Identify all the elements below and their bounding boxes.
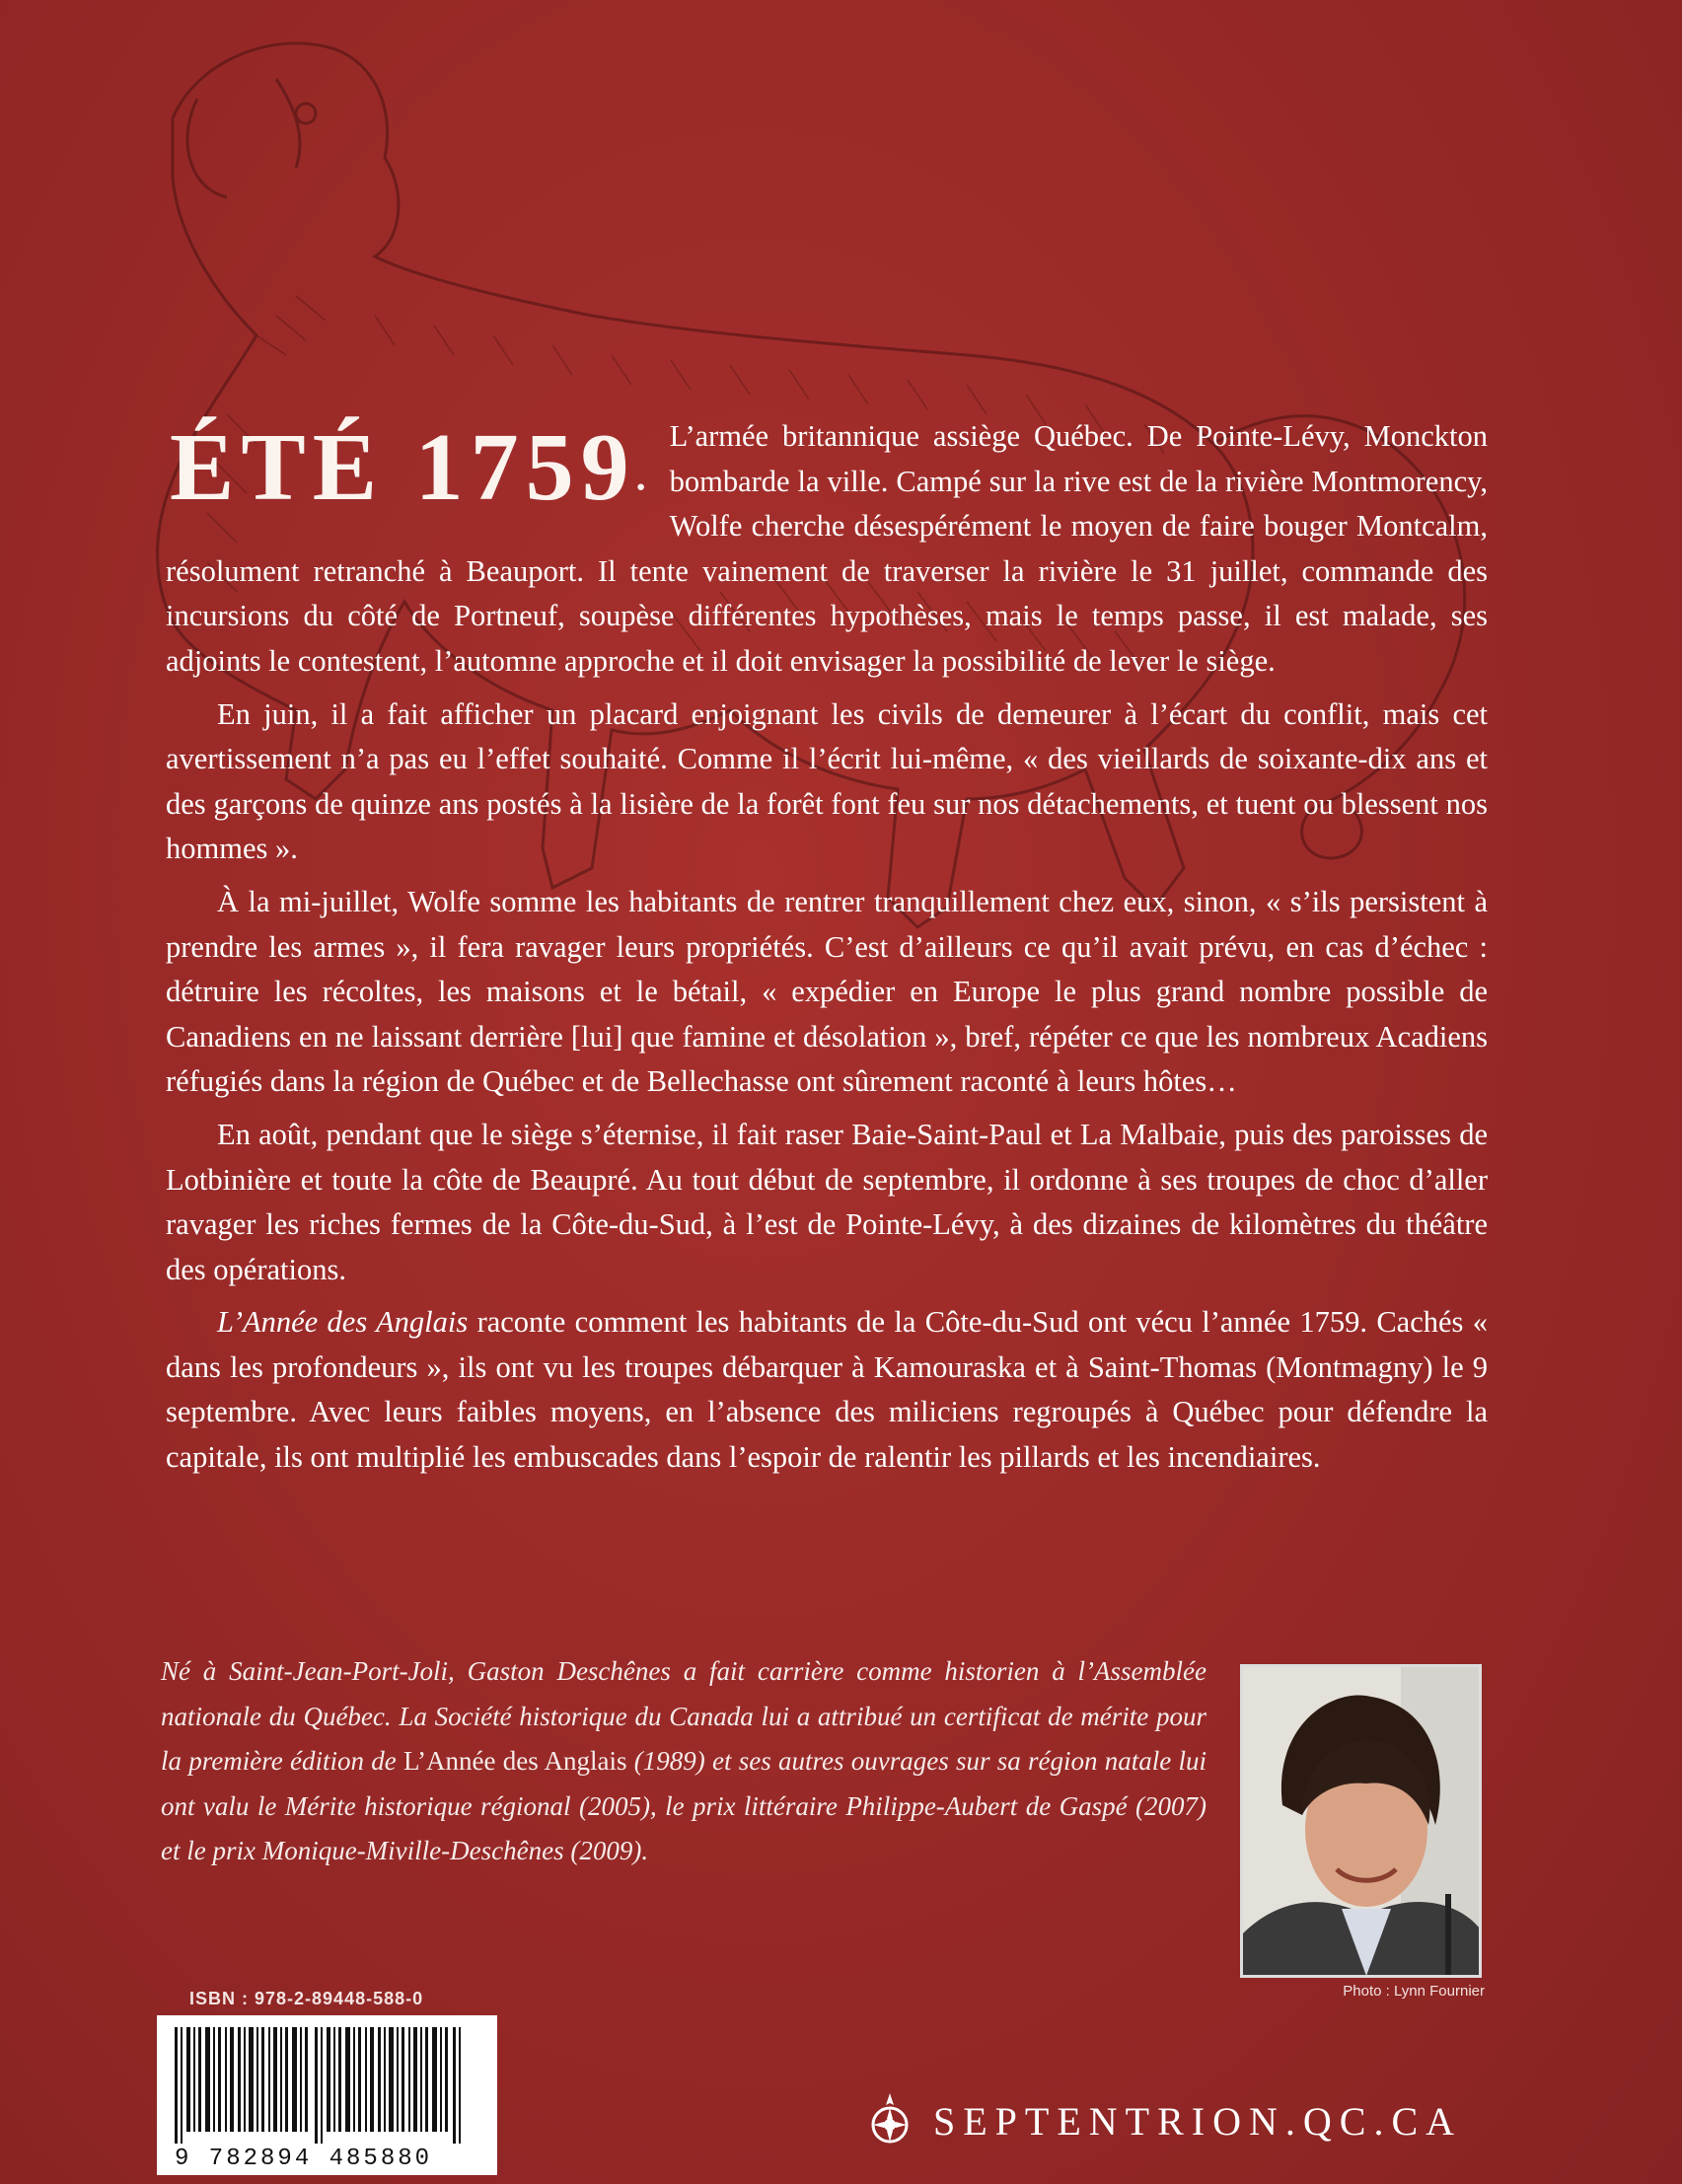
isbn-label: ISBN : 978-2-89448-588-0 bbox=[189, 1989, 424, 2008]
barcode-bars bbox=[157, 2015, 497, 2144]
heading-dot: . bbox=[635, 454, 646, 499]
book-title: L’Année des Anglais bbox=[217, 1305, 469, 1340]
author-portrait-image bbox=[1243, 1667, 1480, 1976]
paragraph-1 bbox=[166, 414, 1488, 685]
paragraph-2: En juin, il a fait afficher un placard enjoignant les civils de demeurer à l’écart du conflit, mais cet avertissement n’a pas eu l’effet souhaité. Comme il l’écrit lui-même, « des vieillards de soixante-dix ans et des garçons de quinze ans postés à la lisière de la forêt font feu sur nos détachements, et tuent ou blessent nos hommes ». bbox=[166, 696, 1488, 866]
paragraph-5 bbox=[166, 1300, 1488, 1480]
bio-part-2: (1989) et ses autres ouvrages sur sa région natale lui ont valu le Mérite historique régional (2005), le prix littéraire Philippe-Aubert de Gaspé (2007) et le prix Monique-Miville-Deschênes (2009). bbox=[161, 1746, 1207, 1865]
paragraph-3: À la mi-juillet, Wolfe somme les habitants de rentrer tranquillement chez eux, sinon, « s’ils persistent à prendre les armes », il fera ravager leurs propriétés. C’est d’ailleurs ce qu’il avait prévu, en cas d’échec : détruire les récoltes, les maisons et le bétail, « expédier en Europe le plus grand nombre possible de Canadiens en ne laissant derrière [lui] que famine et désolation », bref, répéter ce que les nombreux Acadiens réfugiés dans la région de Québec et de Bellechasse ont sûrement raconté à leurs hôtes… bbox=[166, 884, 1488, 1099]
paragraph-5-text: raconte comment les habitants de la Côte-du-Sud ont vécu l’année 1759. Cachés « dans les profondeurs », ils ont vu les troupes débarquer à Kamouraska et à Saint-Thomas (Montmagny) le 9 septembre. Avec leurs faibles moyens, en l’absence des miliciens regroupés à Québec pour défendre la capitale, ils ont multiplié les embuscades dans l’espoir de ralentir les pillards et les incendiaires. bbox=[166, 1305, 1489, 1475]
main-text bbox=[166, 414, 1488, 1481]
heading-ete-1759: ÉTÉ 1759. bbox=[170, 414, 646, 521]
barcode-number: 9 782894 485880 bbox=[175, 2146, 433, 2172]
author-bio bbox=[161, 1649, 1207, 1874]
publisher-logo bbox=[860, 2091, 1462, 2150]
photo-credit: Photo : Lynn Fournier bbox=[1343, 1983, 1485, 2000]
compass-rose-icon bbox=[860, 2091, 919, 2150]
paragraph-1-text: L’armée britannique assiège Québec. De Pointe-Lévy, Monckton bombarde la ville. Campé sur la rive est de la rivière Montmorency, Wolfe cherche désespérément le moyen de faire bouger Montcalm, résolument retranché à Beauport. Il tente vainement de traverser la rivière le 31 juillet, commande des incursions du côté de Portneuf, soupèse différentes hypothèses, mais le temps passe, il est malade, ses adjoints le contestent, l’automne approche et il doit envisager la possibilité de lever le siège. bbox=[166, 419, 1488, 678]
bio-book-title: L’Année des Anglais bbox=[402, 1746, 627, 1776]
paragraph-4: En août, pendant que le siège s’éternise, il fait raser Baie-Saint-Paul et La Malbaie, puis des paroisses de Lotbinière et toute la côte de Beaupré. Au tout début de septembre, il ordonne à ses troupes de choc d’aller ravager les riches fermes de la Côte-du-Sud, à l’est de Pointe-Lévy, à des dizaines de kilomètres du théâtre des opérations. bbox=[166, 1117, 1488, 1286]
bio-part-1: Né à Saint-Jean-Port-Joli, Gaston Deschênes a fait carrière comme historien à l’Assemblée nationale du Québec. La Société historique du Canada lui a attribué un certificat de mérite pour la première édition de bbox=[161, 1656, 1207, 1776]
barcode bbox=[157, 2015, 497, 2175]
publisher-name: SEPTENTRION.QC.CA bbox=[933, 2098, 1463, 2144]
author-photo bbox=[1240, 1664, 1482, 1978]
